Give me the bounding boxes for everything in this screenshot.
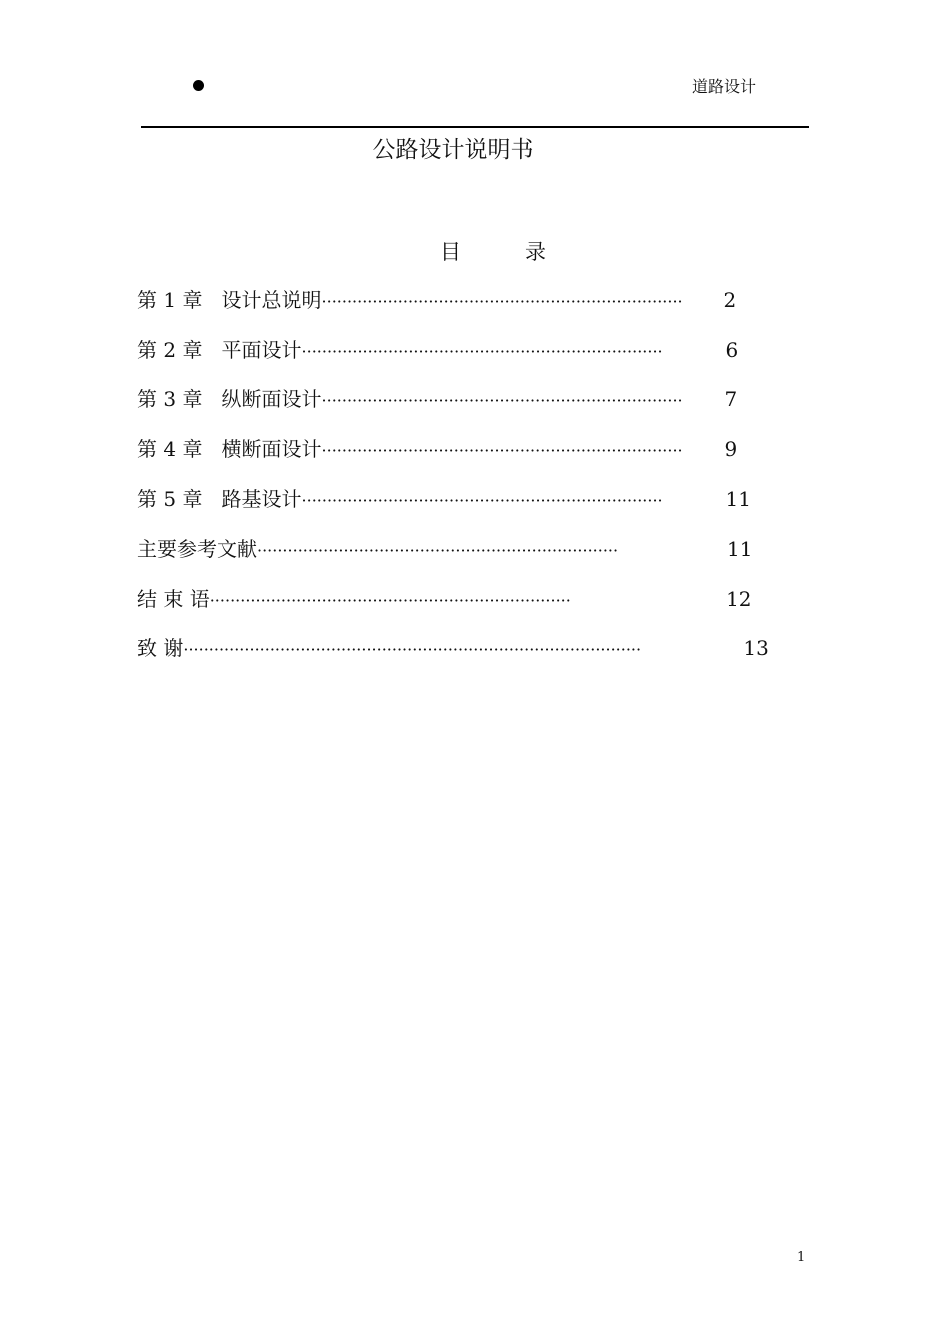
toc-leader-dots: ······································································· xyxy=(321,441,683,460)
page-number: 1 xyxy=(797,1250,806,1265)
toc-leader-dots: ······································································· xyxy=(209,591,571,610)
toc-entry-page: 11 xyxy=(725,487,751,511)
toc-leader-dots: ······································································· xyxy=(321,391,683,410)
toc-entry[interactable] xyxy=(137,284,736,312)
toc-entry-page: 6 xyxy=(725,338,739,362)
toc-entry-label: 第 4 章 横断面设计 xyxy=(137,437,322,461)
toc-entry[interactable] xyxy=(137,583,752,611)
toc-heading-right: 录 xyxy=(525,240,546,264)
toc-entry-label: 第 3 章 纵断面设计 xyxy=(137,387,322,411)
toc-entry[interactable] xyxy=(137,632,769,660)
toc-heading xyxy=(440,236,546,266)
toc-entry-page: 12 xyxy=(719,587,752,611)
header-divider xyxy=(141,126,809,128)
bullet-icon xyxy=(193,80,204,91)
toc-leader-dots: ·························································································· xyxy=(183,640,642,659)
toc-entry-page: 13 xyxy=(743,636,769,660)
toc-entry-label: 第 2 章 平面设计 xyxy=(137,338,302,362)
toc-leader-dots: ······································································· xyxy=(301,342,663,361)
toc-heading-left: 目 xyxy=(440,240,461,264)
toc-entry-page: 7 xyxy=(724,387,738,411)
toc-leader-dots: ······································································· xyxy=(321,292,683,311)
toc-entry[interactable] xyxy=(137,483,751,511)
toc-entry-page: 9 xyxy=(724,437,738,461)
toc-entry-page: 11 xyxy=(727,537,753,561)
toc-entry-label: 结 束 语 xyxy=(137,587,210,611)
toc-entry-label: 主要参考文献 xyxy=(137,537,257,561)
document-title: 公路设计说明书 xyxy=(372,137,534,163)
header-title: 道路设计 xyxy=(692,77,757,96)
toc-entry-page: 2 xyxy=(723,288,737,312)
toc-entry-label: 致 谢 xyxy=(137,636,184,660)
toc-entry[interactable] xyxy=(137,334,738,362)
toc-entry[interactable] xyxy=(137,383,737,411)
toc-leader-dots: ······································································· xyxy=(257,541,619,560)
toc-entry[interactable] xyxy=(137,533,752,561)
toc-leader-dots: ······································································· xyxy=(301,491,663,510)
toc-entry-label: 第 5 章 路基设计 xyxy=(137,487,302,511)
toc-entry-label: 第 1 章 设计总说明 xyxy=(137,288,322,312)
toc-entry[interactable] xyxy=(137,433,737,461)
